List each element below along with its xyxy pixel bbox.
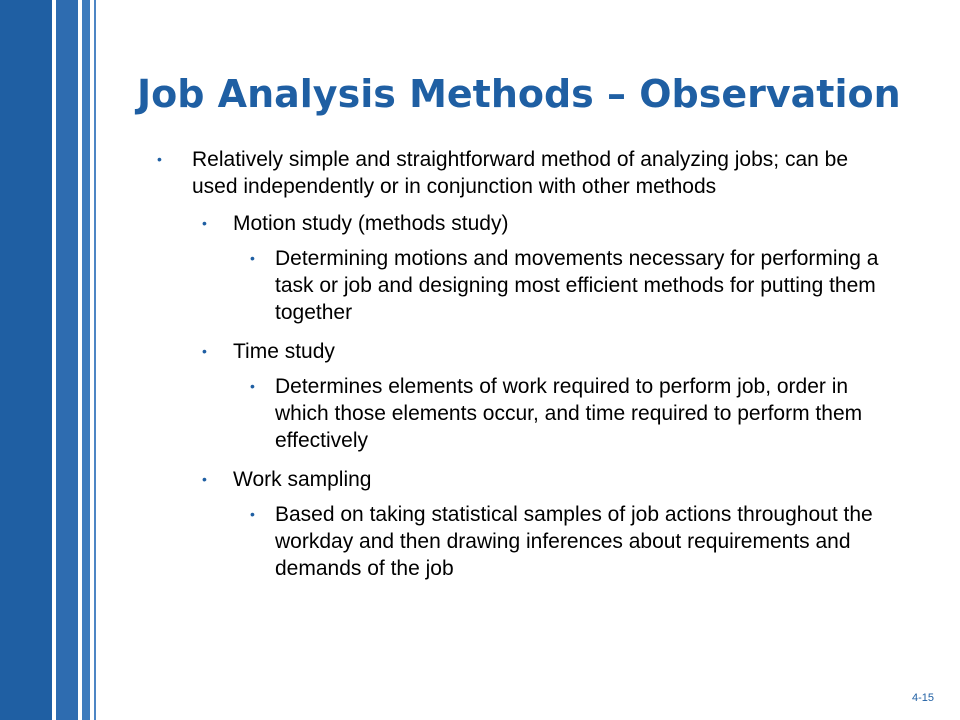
bullet-text: Determining motions and movements necessary for performing a task or job and designing most efficient methods for putting them together xyxy=(275,247,879,324)
bullet-item xyxy=(150,501,895,582)
bullet-item xyxy=(150,245,895,326)
bullet-item xyxy=(150,338,895,365)
bullet-dot-icon: • xyxy=(202,471,207,487)
side-stripe-wide xyxy=(0,0,52,720)
bullet-dot-icon: • xyxy=(250,506,255,522)
bullet-dot-icon: • xyxy=(250,250,255,266)
bullet-dot-icon: • xyxy=(202,215,207,231)
bullet-text: Motion study (methods study) xyxy=(233,212,509,235)
side-stripe-narrow xyxy=(82,0,90,720)
bullet-list xyxy=(150,146,895,594)
bullet-dot-icon: • xyxy=(250,378,255,394)
bullet-text: Based on taking statistical samples of job actions throughout the workday and then drawing inferences about requirements and demands of the job xyxy=(275,503,873,580)
slide-title: Job Analysis Methods – Observation xyxy=(137,72,901,116)
bullet-dot-icon: • xyxy=(202,343,207,359)
decorative-side-stripes xyxy=(0,0,110,720)
bullet-item xyxy=(150,466,895,493)
side-stripe-thin xyxy=(94,0,96,720)
page-number: 4-15 xyxy=(912,692,935,704)
bullet-text: Work sampling xyxy=(233,468,372,491)
bullet-text: Time study xyxy=(233,340,335,363)
side-stripe-medium xyxy=(56,0,78,720)
bullet-text: Determines elements of work required to perform job, order in which those elements occur, and time required to perform them effectively xyxy=(275,375,863,452)
bullet-text: Relatively simple and straightforward method of analyzing jobs; can be used independently or in conjunction with other methods xyxy=(192,148,849,198)
bullet-item xyxy=(150,210,895,237)
bullet-dot-icon: • xyxy=(157,151,162,167)
bullet-item xyxy=(150,146,895,200)
bullet-item xyxy=(150,373,895,454)
